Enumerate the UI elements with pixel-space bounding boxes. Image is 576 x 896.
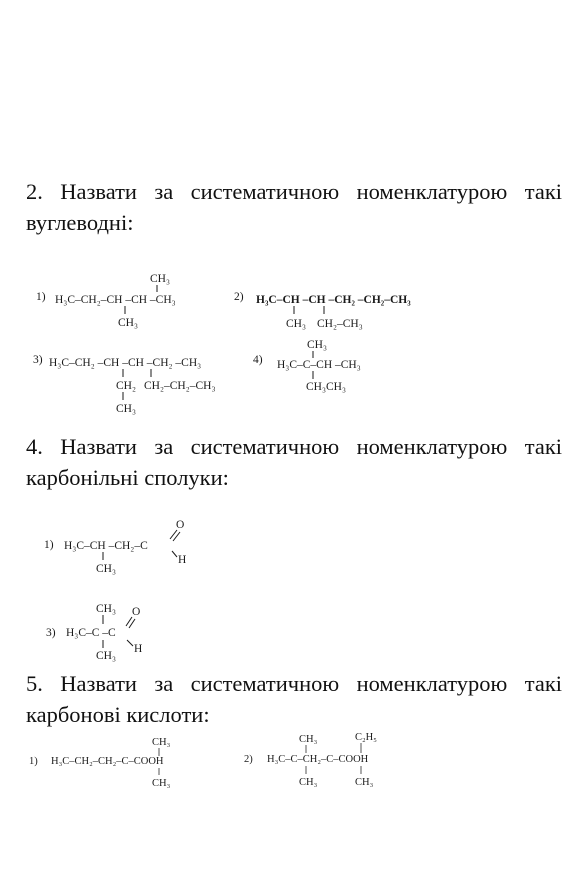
compound-number: 1) [44,539,54,551]
oxygen-atom: O [132,606,141,618]
substituent-bottom: CH₃ [152,778,171,789]
main-chain: H₃C–C –C [66,627,116,639]
substituent-bottom: CH₃ [118,317,138,329]
substituent-top: CH₃ [96,603,116,615]
substituent-bottom: CH₃ [96,650,116,662]
substituent-top: CH₃ [307,339,327,351]
main-chain: H₃C–CH₂–CH₂–C–COOH [51,756,164,767]
task-5-heading: 5. Назвати за систематичною номенклатурою такі карбонові кислоти: [26,671,562,727]
hydrogen-atom: H [134,643,143,655]
task-2-heading: 2. Назвати за систематичною номенклатурою такі вуглеводні: [26,179,562,235]
substituent-bottom: CH₃ [96,563,116,575]
compound-number: 2) [244,754,253,765]
carboxylic-acid-1 [29,737,171,789]
task-4-heading: 4. Назвати за систематичною номенклатурою такі карбонільні сполуки: [26,434,562,490]
substituent-bottom-2: CH₂–CH₃ [317,318,363,330]
compound-number: 3) [33,354,43,366]
hydrogen-atom: H [178,554,187,566]
substituent-bottom-3: CH₃ [116,403,136,415]
main-chain: H₃C–CH₂–CH –CH –CH₃ [55,294,176,306]
main-chain: H₃C–CH₂ –CH –CH –CH₂ –CH₃ [49,357,202,369]
main-chain: H₃C–CH –CH₂–C [64,540,148,552]
compound-number: 4) [253,354,263,366]
main-chain: H₃C–CH –CH –CH₂ –CH₂–CH₃ [256,294,411,306]
substituent-top-1: CH₃ [299,734,318,745]
substituent-top: CH₃ [150,273,170,285]
oxygen-atom: O [176,519,185,531]
substituent-bottom: CH₃CH₃ [306,381,346,393]
hydrocarbon-2 [234,291,411,330]
carbonyl-3 [46,603,142,662]
substituent-top-2: C₂H₅ [355,732,377,743]
carboxylic-acid-2 [244,732,377,788]
substituent-bottom-2: CH₂–CH₂–CH₃ [144,380,216,392]
substituent-bottom-2: CH₃ [355,777,374,788]
hydrocarbon-4 [253,339,361,393]
substituent-top: CH₃ [152,737,171,748]
compound-number: 1) [36,291,46,303]
hydrocarbon-3 [33,354,215,415]
compound-number: 1) [29,756,38,767]
substituent-bottom-1: CH₂ [116,380,136,392]
substituent-bottom-1: CH₃ [299,777,318,788]
main-chain: H₃C–C–CH –CH₃ [277,359,361,371]
compound-number: 2) [234,291,244,303]
hydrocarbon-1 [36,273,176,329]
compound-number: 3) [46,627,56,639]
substituent-bottom-1: CH₃ [286,318,306,330]
main-chain: H₃C–C–CH₂–C–COOH [267,754,369,765]
carbonyl-1 [44,519,186,575]
